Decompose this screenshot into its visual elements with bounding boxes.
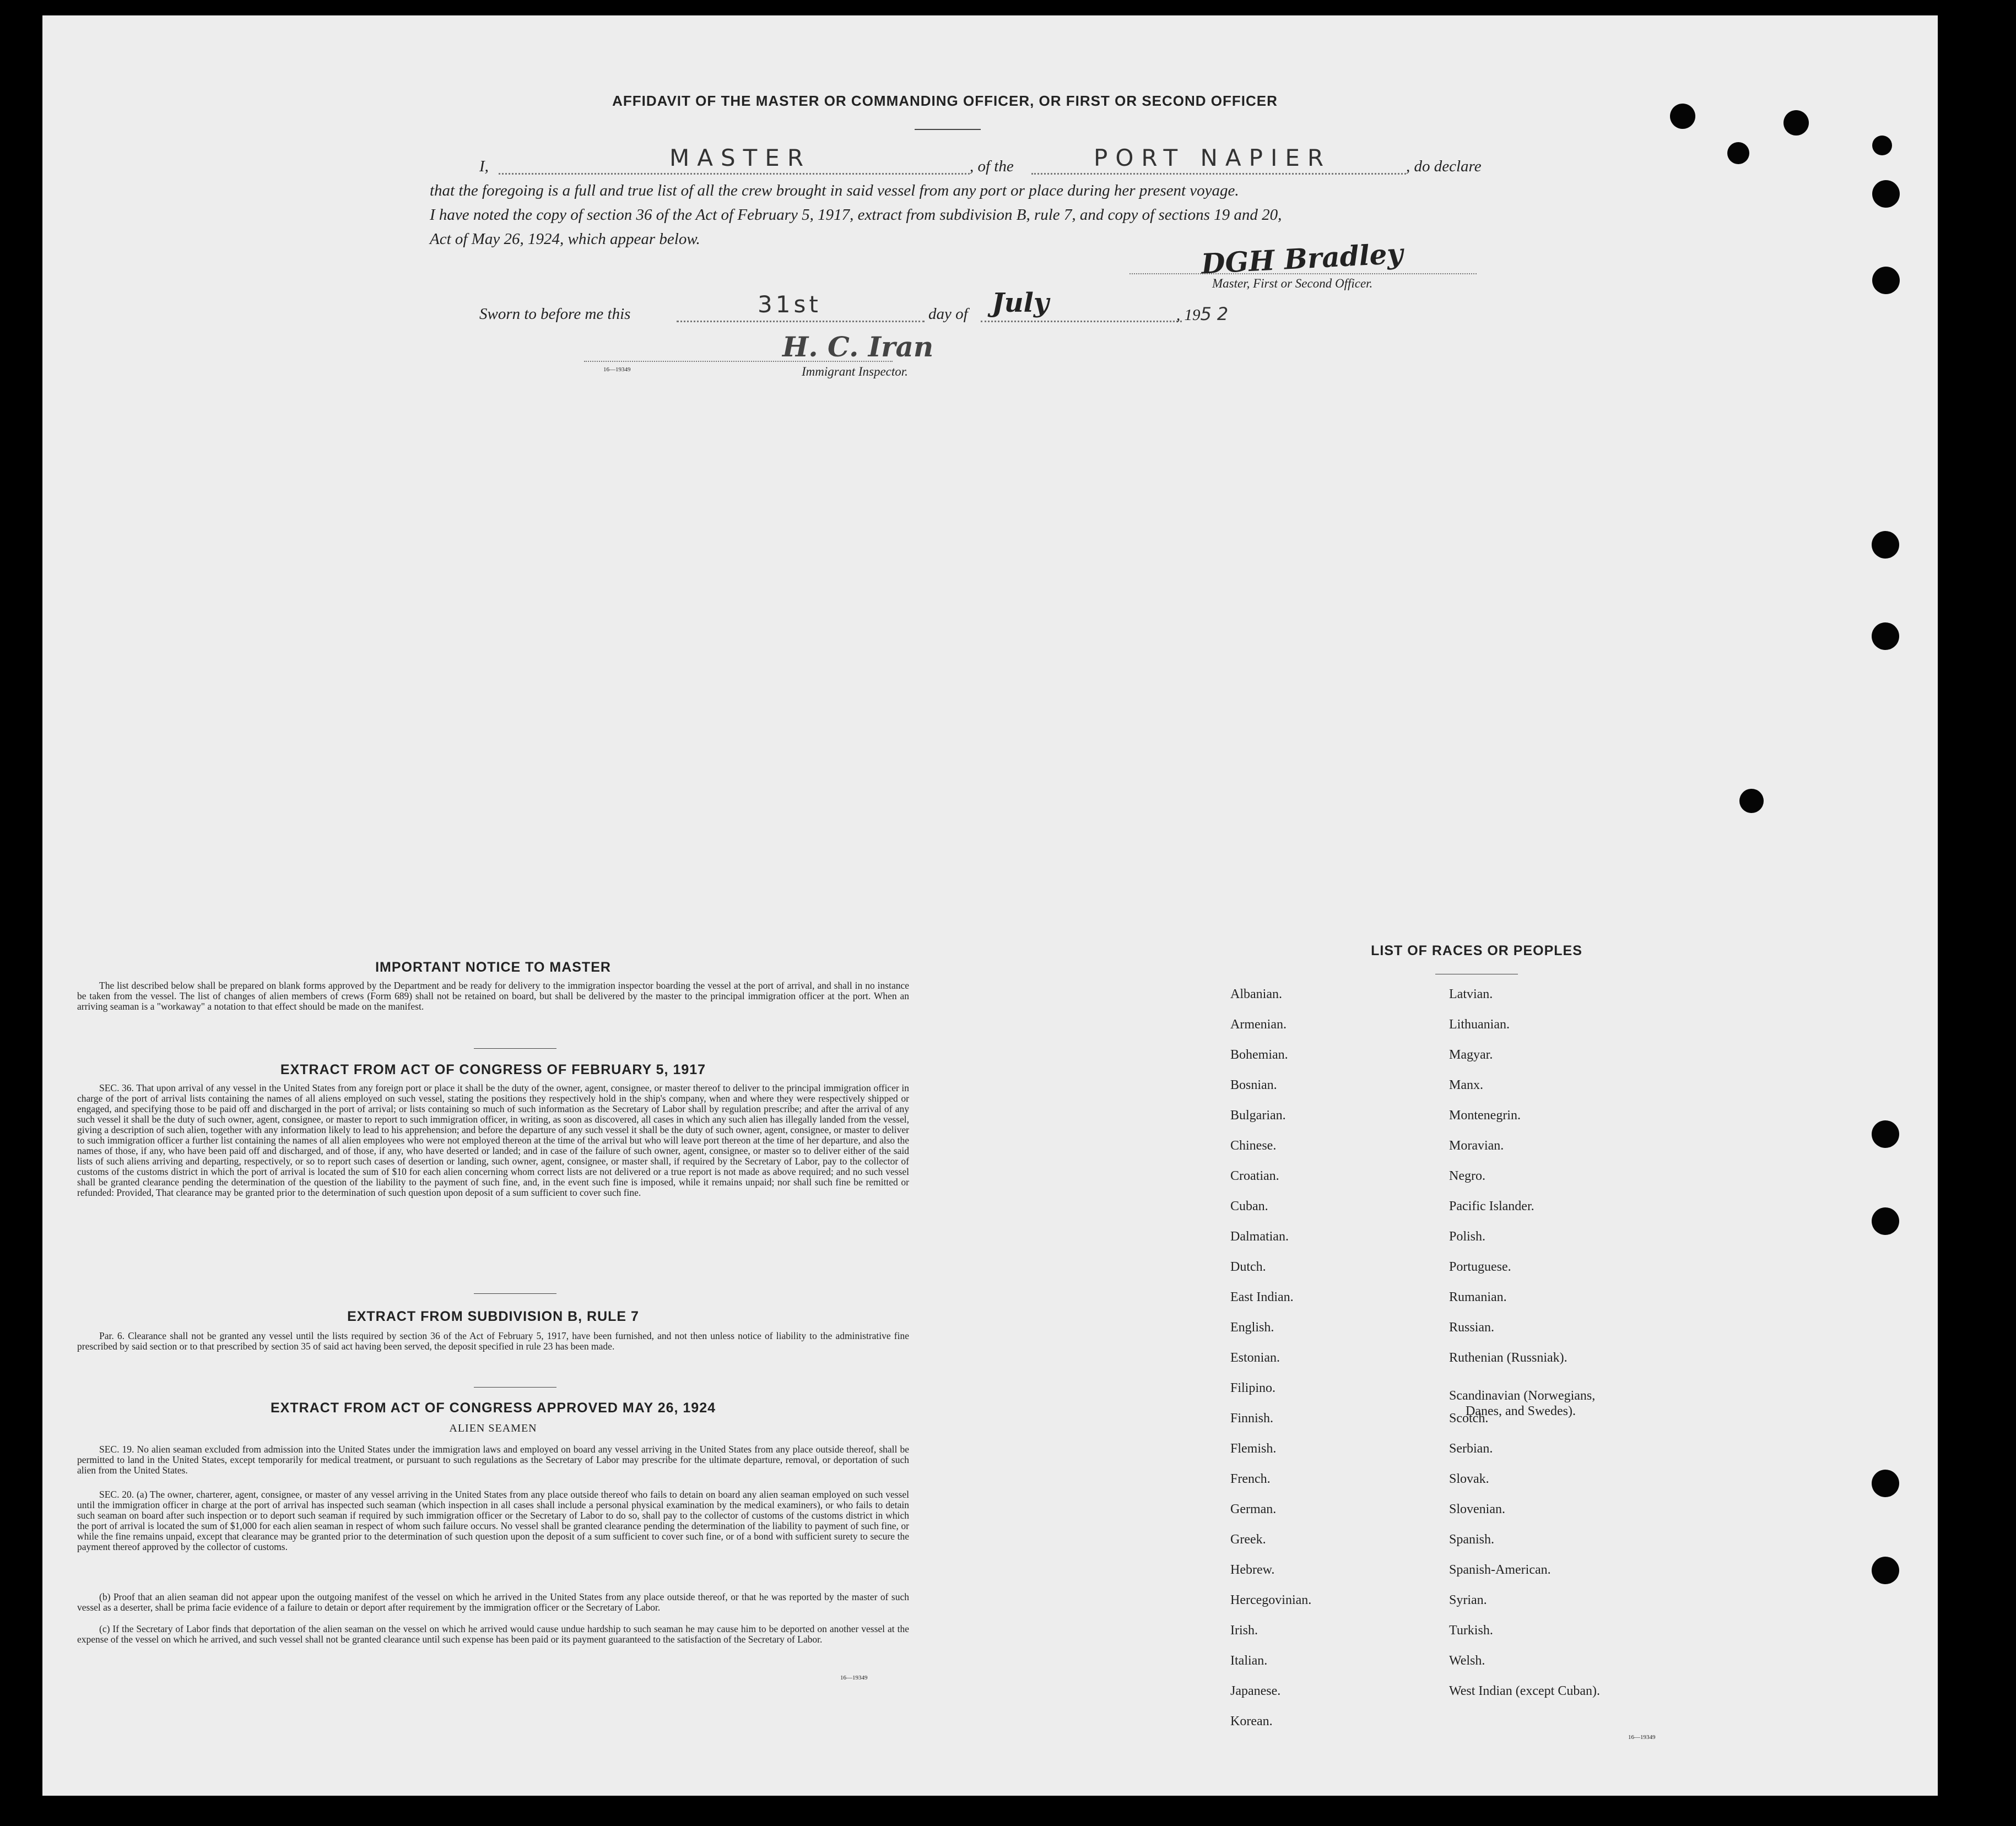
race-item: Danes, and Swedes). xyxy=(1466,1404,1576,1418)
affidavit-line-2: that the foregoing is a full and true list of all the crew brought in said vessel from any port or place during her present voyage. xyxy=(430,182,1239,199)
vessel-handwritten: PORT NAPIER xyxy=(1094,144,1332,171)
race-item: Spanish-American. xyxy=(1449,1563,1551,1577)
of-the-label: , of the xyxy=(970,158,1014,175)
race-item: Syrian. xyxy=(1449,1593,1487,1607)
divider xyxy=(474,1387,556,1388)
sworn-day-blank xyxy=(677,321,925,322)
race-item: Hercegovinian. xyxy=(1230,1593,1312,1607)
race-item: Bosnian. xyxy=(1230,1078,1277,1092)
race-item: Cuban. xyxy=(1230,1199,1268,1213)
sworn-label: Sworn to before me this xyxy=(479,305,631,323)
year-suffix: 52 xyxy=(1200,304,1234,324)
punch-hole xyxy=(1670,104,1695,129)
punch-hole xyxy=(1783,110,1809,136)
race-item: Scandinavian (Norwegians, xyxy=(1449,1389,1596,1403)
race-item: Finnish. xyxy=(1230,1411,1274,1426)
race-item: Portuguese. xyxy=(1449,1260,1511,1274)
notice-body: The list described below shall be prepared on blank forms approved by the Department and be ready for delivery to the immigration inspector boarding the vessel at the port of arrival, and shall in no instance be taken from the vessel. The list of changes of alien members of crews (Form 689) shall not be retained on board, but shall be delivered by the master to the principal immigration officer at the port. When an arriving seaman is a "workaway" a notation to that effect should be made on the manifest. xyxy=(77,980,909,1012)
punch-hole xyxy=(1872,267,1900,294)
sworn-month: July xyxy=(992,288,1049,318)
race-item: French. xyxy=(1230,1472,1271,1486)
race-item: Estonian. xyxy=(1230,1351,1280,1365)
race-item: Greek. xyxy=(1230,1532,1266,1547)
race-item: West Indian (except Cuban). xyxy=(1449,1684,1600,1698)
race-item: Albanian. xyxy=(1230,987,1282,1001)
master-signature: DGH Bradley xyxy=(1200,237,1404,280)
name-blank xyxy=(499,173,970,175)
race-item: Negro. xyxy=(1449,1169,1485,1183)
punch-hole xyxy=(1872,136,1892,155)
vessel-blank xyxy=(1031,173,1406,175)
race-item: Dalmatian. xyxy=(1230,1229,1289,1244)
race-item: Italian. xyxy=(1230,1654,1268,1668)
sec19-body: SEC. 19. No alien seaman excluded from admission into the United States under the immigration laws and employed on board any vessel arriving in the United States from any place outside thereof, shall be permitted to land in the United States, except temporarily for medical treatment, or pursuant to such regulations as the Secretary of Labor may prescribe for the ultimate departure, removal, or deportation of such alien from the United States. xyxy=(77,1444,909,1476)
year-prefix: , 19 xyxy=(1176,306,1201,324)
race-item: Flemish. xyxy=(1230,1442,1277,1456)
punch-hole xyxy=(1872,622,1899,650)
race-item: Japanese. xyxy=(1230,1684,1281,1698)
race-item: Latvian. xyxy=(1449,987,1493,1001)
race-item: Manx. xyxy=(1449,1078,1483,1092)
race-item: Chinese. xyxy=(1230,1139,1277,1153)
race-item: German. xyxy=(1230,1502,1277,1516)
races-title: LIST OF RACES OR PEOPLES xyxy=(1371,943,1582,958)
punch-hole xyxy=(1739,789,1764,813)
master-caption: Master, First or Second Officer. xyxy=(1212,277,1373,290)
race-item: Polish. xyxy=(1449,1229,1486,1244)
race-item: Turkish. xyxy=(1449,1623,1493,1638)
affidavit-form-number: 16—19349 xyxy=(603,366,631,373)
sec20b-body: (b) Proof that an alien seaman did not appear upon the outgoing manifest of the vessel on which he arrived in the United States from any place outside thereof, or that he was reported by the master of such vessel as a deserter, shall be prima facie evidence of a failure to detain or deport after requirement by the immigration officer or the Secretary of Labor. xyxy=(77,1591,909,1613)
punch-hole xyxy=(1727,142,1749,164)
rule7-title: EXTRACT FROM SUBDIVISION B, RULE 7 xyxy=(347,1309,639,1324)
race-item: Lithuanian. xyxy=(1449,1017,1510,1032)
title-divider xyxy=(915,129,981,130)
extract-form-number: 16—19349 xyxy=(840,1675,868,1681)
inspector-caption: Immigrant Inspector. xyxy=(802,365,908,378)
affidavit-title: AFFIDAVIT OF THE MASTER OR COMMANDING OFFICER, OR FIRST OR SECOND OFFICER xyxy=(612,93,1278,109)
races-form-number: 16—19349 xyxy=(1628,1734,1656,1741)
race-item: Bohemian. xyxy=(1230,1048,1288,1062)
race-item: Montenegrin. xyxy=(1449,1108,1521,1123)
race-item: Slovak. xyxy=(1449,1472,1489,1486)
race-item: Serbian. xyxy=(1449,1442,1493,1456)
punch-hole xyxy=(1872,1120,1899,1148)
race-item: Rumanian. xyxy=(1449,1290,1507,1304)
affidavit-line-4: Act of May 26, 1924, which appear below. xyxy=(430,230,700,248)
race-item: Dutch. xyxy=(1230,1260,1266,1274)
divider xyxy=(474,1293,556,1294)
race-item: Scotch. xyxy=(1449,1411,1489,1426)
extract-1924-subtitle: ALIEN SEAMEN xyxy=(449,1422,537,1434)
race-item: Korean. xyxy=(1230,1714,1273,1729)
race-item: Croatian. xyxy=(1230,1169,1279,1183)
race-item: Irish. xyxy=(1230,1623,1258,1638)
affidavit-line-3: I have noted the copy of section 36 of the Act of February 5, 1917, extract from subdivision B, rule 7, and copy of sections 19 and 20, xyxy=(430,206,1282,224)
punch-hole xyxy=(1872,1207,1899,1235)
inspector-signature: H. C. Iran xyxy=(782,330,934,363)
divider xyxy=(474,1048,556,1049)
race-item: English. xyxy=(1230,1320,1274,1335)
extract-1917-title: EXTRACT FROM ACT OF CONGRESS OF FEBRUARY 5, 1917 xyxy=(280,1062,706,1077)
race-item: Russian. xyxy=(1449,1320,1495,1335)
race-item: Bulgarian. xyxy=(1230,1108,1286,1123)
rule7-body: Par. 6. Clearance shall not be granted any vessel until the lists required by section 36 of the Act of February 5, 1917, have been furnished, and not then unless notice of liability to the administrative fine prescribed by said section or to that prescribed by section 35 of said act having been served, the deposit specified in rule 23 has been made. xyxy=(77,1330,909,1352)
race-item: East Indian. xyxy=(1230,1290,1294,1304)
race-item: Ruthenian (Russniak). xyxy=(1449,1351,1568,1365)
race-item: Hebrew. xyxy=(1230,1563,1275,1577)
extract-1924-title: EXTRACT FROM ACT OF CONGRESS APPROVED MAY 26, 1924 xyxy=(270,1400,716,1416)
master-signature-line xyxy=(1129,273,1477,274)
race-item: Filipino. xyxy=(1230,1381,1276,1395)
i-label: I, xyxy=(479,158,489,175)
sworn-day: 31st xyxy=(758,291,821,318)
race-item: Slovenian. xyxy=(1449,1502,1505,1516)
race-item: Pacific Islander. xyxy=(1449,1199,1534,1213)
race-item: Magyar. xyxy=(1449,1048,1493,1062)
race-item: Armenian. xyxy=(1230,1017,1287,1032)
notice-title: IMPORTANT NOTICE TO MASTER xyxy=(375,960,611,975)
do-declare-label: , do declare xyxy=(1406,158,1482,175)
sec20c-body: (c) If the Secretary of Labor finds that deportation of the alien seaman on the vessel on which he arrived would cause undue hardship to such seaman he may cause him to be deported on another vessel at the expense of the vessel on which he arrived, and such vessel shall not be granted clearance until such expense has been paid or its payment guaranteed to the satisfaction of the Secretary of Labor. xyxy=(77,1623,909,1645)
sec20a-body: SEC. 20. (a) The owner, charterer, agent, consignee, or master of any vessel arriving in the United States from any place outside thereof who fails to detain on board any alien seaman employed on such vessel until the immigration officer in charge at the port of arrival has inspected such seaman (which inspection in all cases shall include a personal physical examination by the medical examiners), or who fails to detain such seaman on board after such inspection or to deport such seaman if required by such immigration officer or the Secretary of Labor to do so, shall pay to the collector of customs of the customs district in which the port of arrival is located the sum of $1,000 for each alien seaman in respect of whom such failure occurs. No vessel shall be granted clearance pending the determination of the liability to payment of such fine, or while the fine remains unpaid, except that clearance may be granted prior to the determination of such question upon the deposit of a sum sufficient to cover such fine, or of a bond with sufficient surety to secure the payment thereof approved by the collector of customs. xyxy=(77,1489,909,1552)
sworn-month-blank xyxy=(981,321,1182,322)
day-of-label: day of xyxy=(928,305,968,323)
punch-hole xyxy=(1872,531,1899,559)
punch-hole xyxy=(1872,1557,1899,1584)
punch-hole xyxy=(1872,180,1900,208)
sworn-year xyxy=(1176,302,1234,327)
race-item: Welsh. xyxy=(1449,1654,1485,1668)
name-handwritten: MASTER xyxy=(669,144,812,171)
extract-1917-body: SEC. 36. That upon arrival of any vessel in the United States from any foreign port or place it shall be the duty of the owner, agent, consignee, or master thereof to deliver to the principal immigration officer in charge of the port of arrival lists containing the names of all aliens employed on such vessel, stating the positions they respectively hold in the ship's company, when and where they were respectively shipped or engaged, and specifying those to be paid off and discharged in the port of arrival; or lists containing so much of such information as the Secretary of Labor shall by regulation prescribe; and after the arrival of any such vessel it shall be the duty of such owner, agent, consignee, or master to report to such immigration officer, in writing, as soon as discovered, all cases in which any such alien has illegally landed from the vessel, giving a description of such alien, together with any information likely to lead to his apprehension; and before the departure of any such vessel it shall be the duty of such owner, agent, consignee, or master to deliver to such immigration officer a further list containing the names of all alien employees who were not employed thereon at the time of the arrival but who will leave port thereon at the time of her departure, and also the names of those, if any, who have been paid off and discharged, and of those, if any, who have deserted or landed; and in case of the failure of such owner, agent, consignee, or master so to deliver either of the said lists of such aliens arriving and departing, respectively, or so to report such cases of desertion or landing, such owner, agent, consignee, or master shall, if required by the Secretary of Labor, pay to the collector of customs of the customs district in which the port of arrival is located the sum of $10 for each alien concerning whom correct lists are not delivered or a true report is not made as above required; and no such vessel shall be granted clearance pending the determination of the question of the liability to the payment of such fine, and, in the event such fine is imposed, while it remains unpaid; nor shall such fine be remitted or refunded: Provided, That clearance may be granted prior to the determination of such question upon deposit of a sum sufficient to cover such fine. xyxy=(77,1082,909,1198)
punch-hole xyxy=(1872,1470,1899,1497)
race-item: Spanish. xyxy=(1449,1532,1495,1547)
race-item: Moravian. xyxy=(1449,1139,1504,1153)
